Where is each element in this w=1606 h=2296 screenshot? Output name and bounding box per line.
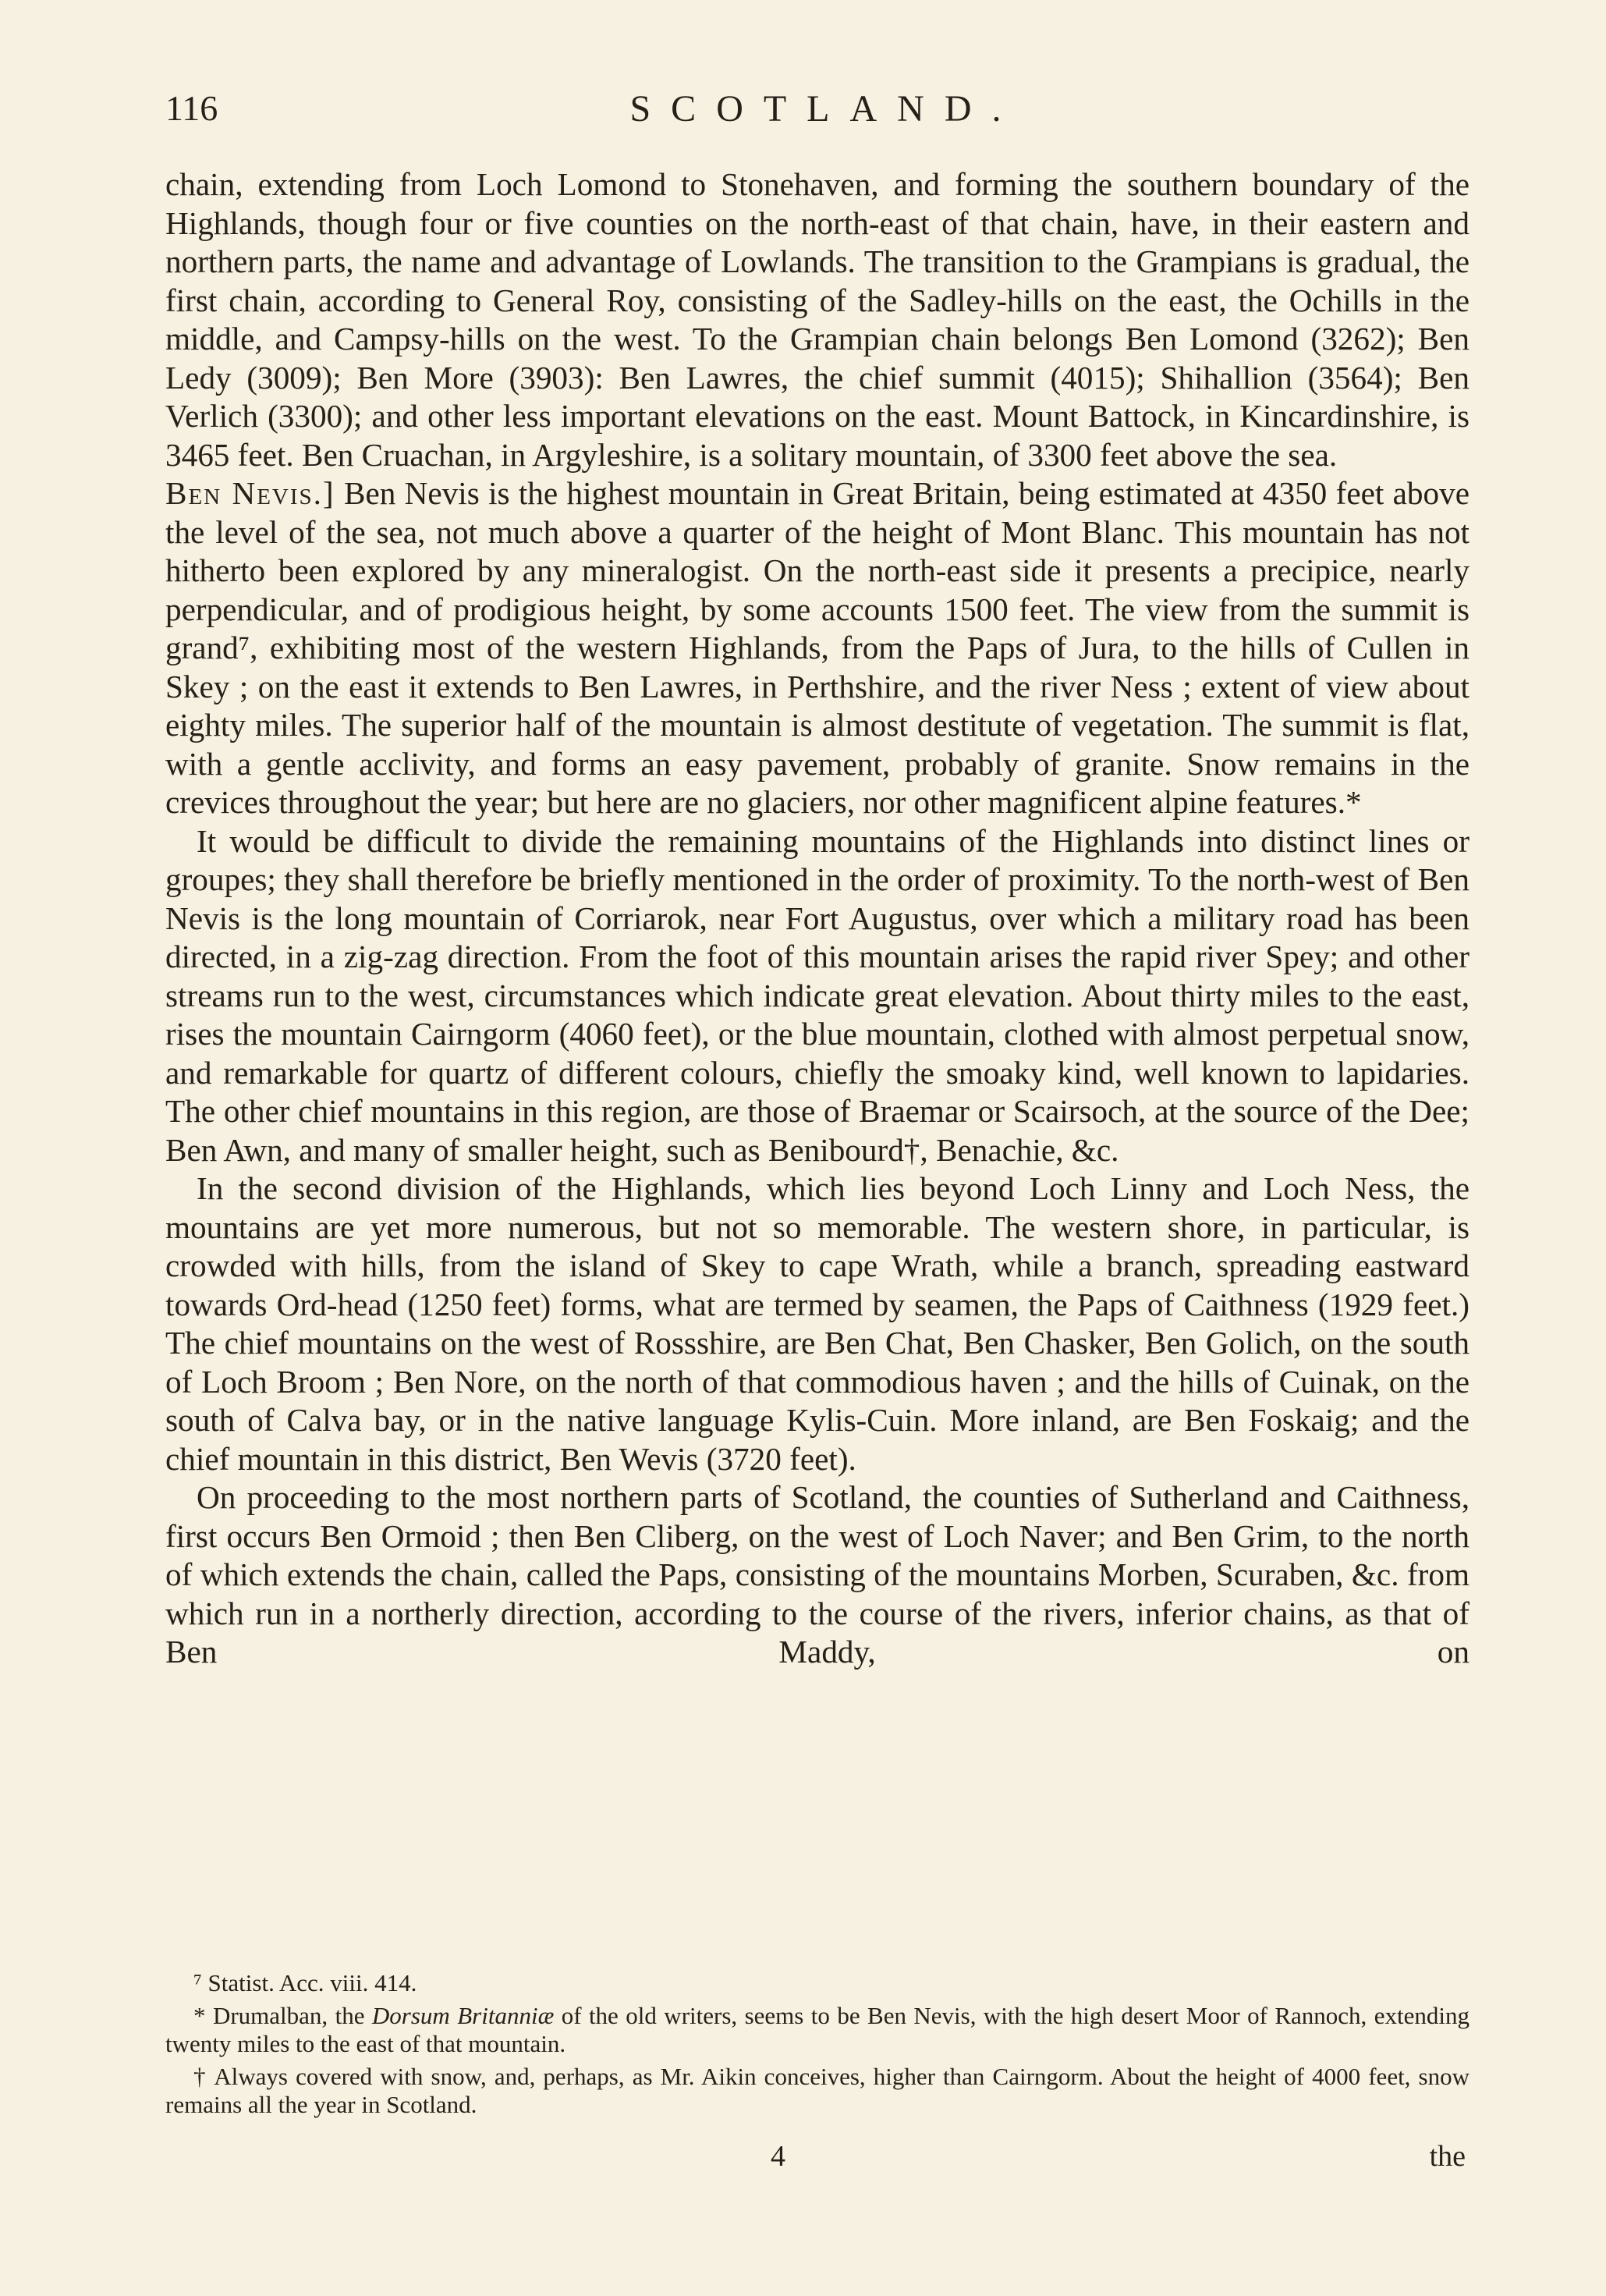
footnotes xyxy=(165,1969,1470,2124)
signature-mark: 4 xyxy=(771,2140,785,2173)
page-number: 116 xyxy=(165,88,218,128)
footnote-star-text-1: * Drumalban, the xyxy=(193,2002,372,2029)
paragraph-2 xyxy=(165,474,1470,822)
footnote-star-italic: Dorsum Britanniæ xyxy=(371,2002,555,2029)
paragraph-3: It would be difficult to divide the remaining mountains of the Highlands into distinct lines or groupes; they shall therefore be briefly mentioned in the order of proximity. To the north-west of Ben Nevis is the long mountain of Corriarok, near Fort Augustus, over which a military road has been directed, in a zig-zag direction. From the foot of this mountain arises the rapid river Spey; and other streams run to the west, circumstances which indicate great elevation. About thirty miles to the east, rises the mountain Cairngorm (4060 feet), or the blue mountain, clothed with almost perpetual snow, and remarkable for quartz of different colours, chiefly the smoaky kind, well known to lapidaries. The other chief mountains in this region, are those of Braemar or Scairsoch, at the source of the Dee; Ben Awn, and many of smaller height, such as Benibourd†, Benachie, &c. xyxy=(165,822,1470,1168)
side-heading-ben-nevis: Ben Nevis.] xyxy=(165,475,335,511)
body-text xyxy=(165,165,1470,1672)
running-head: SCOTLAND. xyxy=(629,88,1022,130)
footnote-dagger: † Always covered with snow, and, perhaps, as Mr. Aikin conceives, higher than Cairngorm. About the height of 4000 feet, snow remains all the year in Scotland. xyxy=(165,2063,1470,2118)
paragraph-4: In the second division of the Highlands, which lies beyond Loch Linny and Loch Ness, the mountains are yet more numerous, but not so memorable. The western shore, in particular, is crowded with hills, from the island of Skey to cape Wrath, while a branch, spreading eastward towards Ord-head (1250 feet) forms, what are termed by seamen, the Paps of Caithness (1929 feet.) The chief mountains on the west of Rossshire, are Ben Chat, Ben Chasker, Ben Golich, on the south of Loch Broom ; Ben Nore, on the north of that commodious haven ; and the hills of Cuinak, on the south of Calva bay, or in the native language Kylis-Cuin. More inland, are Ben Foskaig; and the chief mountain in this district, Ben Wevis (3720 feet). xyxy=(165,1170,1470,1477)
footnote-7: ⁷ Statist. Acc. viii. 414. xyxy=(193,1969,417,1996)
catchword: the xyxy=(1429,2140,1466,2173)
footnote-star-text-2: of the old writers, seems to be Ben Nevis, with the high desert Moor of Rannoch, extending twenty miles to the east of that mountain. xyxy=(165,2002,1470,2057)
footnote-star xyxy=(165,2002,1470,2058)
paragraph-2-text: Ben Nevis is the highest mountain in Great Britain, being estimated at 4350 feet above the level of the sea, not much above a quarter of the height of Mont Blanc. This mountain has not hitherto been explored by any mineralogist. On the north-east side it presents a precipice, nearly perpendicular, and of prodigious height, by some accounts 1500 feet. The view from the summit is grand⁷, exhibiting most of the western Highlands, from the Paps of Jura, to the hills of Cullen in Skey ; on the east it extends to Ben Lawres, in Perthshire, and the river Ness ; extent of view about eighty miles. The superior half of the mountain is almost destitute of vegetation. The summit is flat, with a gentle acclivity, and forms an easy pavement, probably of granite. Snow remains in the crevices throughout the year; but here are no glaciers, nor other magnificent alpine features.* xyxy=(165,475,1470,820)
paragraph-1: chain, extending from Loch Lomond to Stonehaven, and forming the southern boundary of the Highlands, though four or five counties on the north-east of that chain, have, in their eastern and northern parts, the name and advantage of Lowlands. The transition to the Grampians is gradual, the first chain, according to General Roy, consisting of the Sadley-hills on the east, the Ochills in the middle, and Campsy-hills on the west. To the Grampian chain belongs Ben Lomond (3262); Ben Ledy (3009); Ben More (3903): Ben Lawres, the chief summit (4015); Shihallion (3564); Ben Verlich (3300); and other less important elevations on the east. Mount Battock, in Kincardinshire, is 3465 feet. Ben Cruachan, in Argyleshire, is a solitary mountain, of 3300 feet above the sea. xyxy=(165,166,1470,473)
paragraph-5: On proceeding to the most northern parts of Scotland, the counties of Sutherland and Caithness, first occurs Ben Ormoid ; then Ben Cliberg, on the west of Loch Naver; and Ben Grim, to the north of which extends the chain, called the Paps, consisting of the mountains Morben, Scuraben, &c. from which run in a northerly direction, according to the course of the rivers, inferior chains, as that of Ben Maddy, on xyxy=(165,1479,1470,1670)
page-header xyxy=(165,87,1466,134)
